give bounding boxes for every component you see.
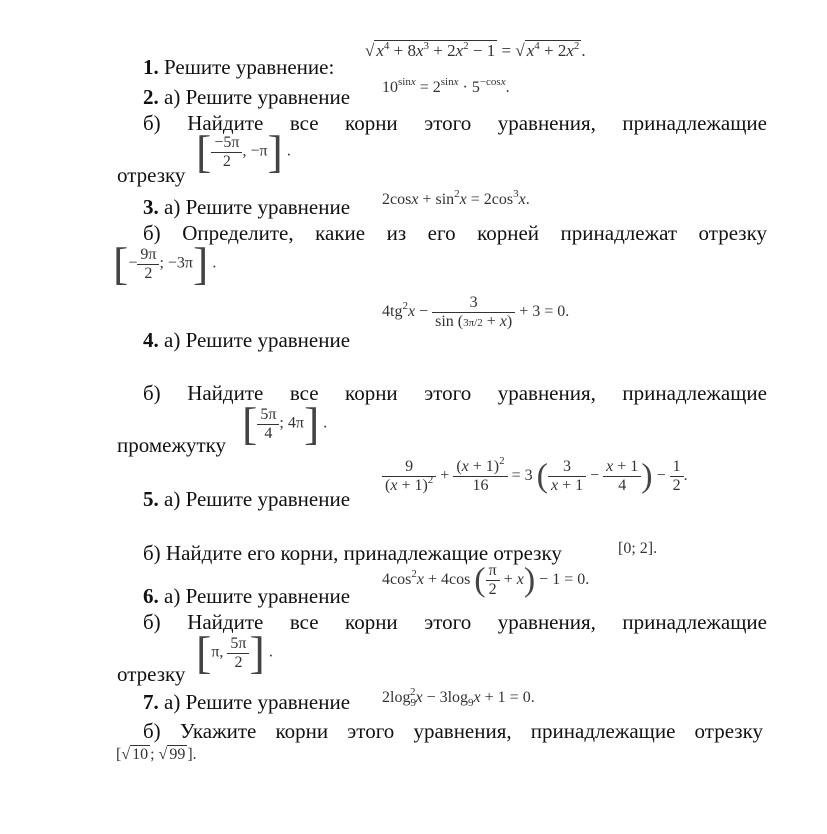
problem-2-equation: $10^{sinx} = 2^{sinx} \cdot 5^{-cosx}$. — [382, 76, 510, 96]
problem-3b-text: б) Определите, какие из его корней принадлежат отрезку — [143, 221, 767, 245]
problem-3-number: 3. — [143, 195, 159, 219]
problem-3-interval: [− $\frac{9\pi}{2}$ ; −3π] . — [113, 238, 217, 289]
problem-6-number: 6. — [143, 584, 159, 608]
problem-7b-text: б) Укажите корни этого уравнения, принадлежащие отрезку — [143, 719, 763, 743]
problem-2-number: 2. — [143, 85, 159, 109]
problem-2b-tail: отрезку — [117, 163, 186, 187]
problem-5-number: 5. — [143, 487, 159, 511]
problem-5-interval: [0; 2]. — [618, 540, 658, 557]
problem-4b-text: б) Найдите все корни этого уравнения, принадлежащие — [143, 381, 767, 405]
problem-2b-tail-line — [0, 160, 827, 190]
problem-2a-text: а) Решите уравнение — [164, 85, 351, 109]
problem-1-text: Решите уравнение: — [164, 55, 335, 79]
problem-6b-tail-line — [0, 659, 827, 689]
problem-4-number: 4. — [143, 328, 159, 352]
problem-5b-text: б) Найдите его корни, принадлежащие отрезку — [143, 541, 562, 565]
problem-7a-text: а) Решите уравнение — [164, 690, 351, 714]
problem-4-interval: [ $\frac{5\pi}{4}$ ; 4π] . — [242, 398, 328, 449]
problem-1-number: 1. — [143, 55, 159, 79]
problem-1-equation: √ $x^4 + 8x^3 + 2x^2 - 1$ = √ $x^4 + 2x^2$ . — [365, 40, 586, 60]
problem-4b-tail: промежутку — [117, 433, 227, 457]
problem-4-equation: $4tg^2x$ − $\frac{3}{\sin (3\pi/2 + x)}$ + 3 = 0. — [382, 294, 570, 330]
problem-6-interval: [π, $\frac{5\pi}{2}$ ] . — [196, 627, 273, 678]
problem-3a-text: а) Решите уравнение — [164, 195, 351, 219]
problem-2b-text: б) Найдите все корни этого уравнения, принадлежащие — [143, 111, 767, 135]
problem-6a-text: а) Решите уравнение — [164, 584, 351, 608]
problem-5a-text: а) Решите уравнение — [164, 487, 351, 511]
problem-5-equation: $\frac{9}{(x + 1)^2}$ + $\frac{(x + 1)^2}{16}$ = 3 ( $\frac{3}{x + 1}$ − $\frac{x + 1}{4}$ ) − $\frac{1}{2}$ . — [382, 458, 688, 495]
problem-6b-tail: отрезку — [117, 662, 186, 686]
problem-7-interval: [√ 10 ; √ 99 ]. — [116, 746, 197, 763]
problem-2-interval: [ $\frac{-5\pi}{2}$ , −π] . — [196, 126, 291, 177]
problem-4b-tail-line — [0, 430, 827, 460]
problem-4a-text: а) Решите уравнение — [164, 328, 351, 352]
problem-3-equation: $2\cos x + \sin^2x = 2\cos^3x$. — [382, 188, 530, 208]
problem-7-number: 7. — [143, 690, 159, 714]
problem-7-equation: $2\log_9^2x - 3\log_9x + 1 = 0$. — [382, 686, 535, 709]
problem-6-equation: $4\cos^2x + 4\cos$ ( $\frac{\pi}{2}$ + x) − 1 = 0. — [382, 561, 590, 599]
problem-6b-text: б) Найдите все корни этого уравнения, принадлежащие — [143, 610, 767, 634]
